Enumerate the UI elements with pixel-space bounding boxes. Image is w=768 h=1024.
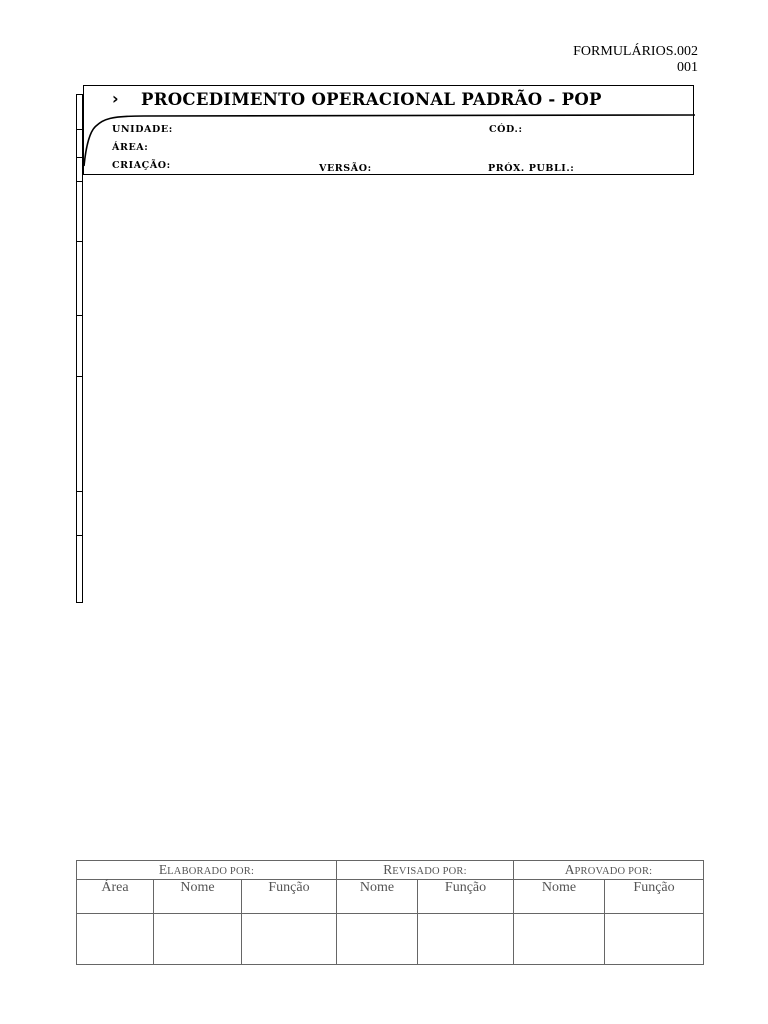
page-title: PROCEDIMENTO OPERACIONAL PADRÃO - POP (141, 90, 602, 109)
group-label: LABORADO POR: (167, 866, 255, 877)
column-header: Nome (154, 880, 242, 914)
field-criacao: CRIAÇÃO: (112, 160, 171, 171)
signatures-table (76, 860, 704, 965)
signature-cell[interactable] (337, 914, 418, 965)
signature-cell[interactable] (514, 914, 605, 965)
group-initial: R (383, 862, 393, 877)
field-versao: VERSÃO: (319, 163, 372, 174)
left-rail (76, 94, 83, 603)
group-initial: A (564, 862, 575, 877)
field-cod: CÓD.: (489, 124, 523, 135)
rail-tick (77, 376, 82, 377)
signature-cell[interactable] (77, 914, 154, 965)
group-label: EVISADO POR: (392, 866, 467, 877)
column-header: Nome (337, 880, 418, 914)
header-box (83, 85, 694, 175)
document-code (573, 44, 698, 76)
document-code-line1: FORMULÁRIOS.002 (573, 44, 698, 59)
signature-cell[interactable] (154, 914, 242, 965)
signature-cell[interactable] (605, 914, 704, 965)
rail-tick (77, 315, 82, 316)
rail-tick (77, 157, 82, 158)
field-prox-publi: PRÓX. PUBLI.: (488, 163, 575, 174)
document-code-line2: 001 (677, 60, 698, 75)
column-header: Nome (514, 880, 605, 914)
rail-tick (77, 491, 82, 492)
group-initial: E (158, 862, 168, 877)
column-header: Função (242, 880, 337, 914)
rail-tick (77, 129, 82, 130)
column-header: Área (77, 880, 154, 914)
group-header-revisado (337, 861, 514, 880)
column-header: Função (418, 880, 514, 914)
group-header-elaborado (77, 861, 337, 880)
group-label: PROVADO POR: (574, 866, 653, 877)
signature-cell[interactable] (418, 914, 514, 965)
signature-cell[interactable] (242, 914, 337, 965)
rail-tick (77, 241, 82, 242)
field-area: ÁREA: (112, 142, 149, 153)
group-header-aprovado (514, 861, 704, 880)
column-header: Função (605, 880, 704, 914)
title-bullet-icon: › (112, 89, 119, 108)
rail-tick (77, 181, 82, 182)
rail-tick (77, 535, 82, 536)
field-unidade: UNIDADE: (112, 124, 173, 135)
